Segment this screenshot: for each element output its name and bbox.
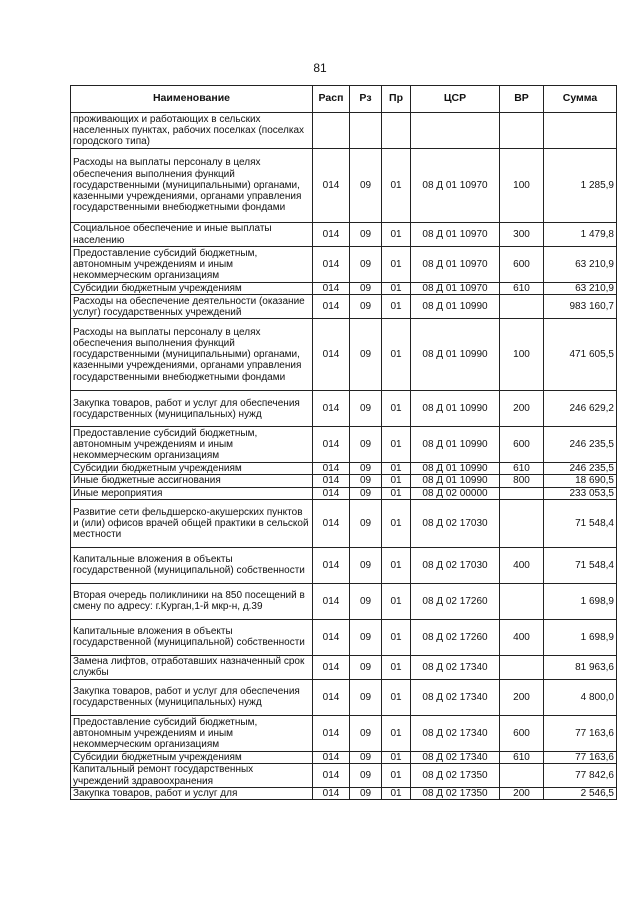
cell-sum: 71 548,4 (544, 499, 617, 547)
cell-csr: 08 Д 01 10970 (411, 283, 500, 295)
cell-csr: 08 Д 01 10990 (411, 391, 500, 427)
table-row (71, 223, 617, 247)
col-header-rz: Рз (350, 86, 382, 113)
cell-sum: 77 163,6 (544, 751, 617, 763)
cell-vr: 610 (500, 463, 544, 475)
cell-csr: 08 Д 01 10970 (411, 247, 500, 283)
table-row (71, 547, 617, 583)
cell-vr (500, 764, 544, 788)
cell-name: Капитальные вложения в объекты государственной (муниципальной) собственности (71, 547, 313, 583)
cell-name: Предоставление субсидий бюджетным, автономным учреждениям и иным некоммерческим организациям (71, 247, 313, 283)
cell-name: Расходы на обеспечение деятельности (оказание услуг) государственных учреждений (71, 295, 313, 319)
cell-csr: 08 Д 01 10990 (411, 319, 500, 391)
cell-name: Замена лифтов, отработавших назначенный срок службы (71, 655, 313, 679)
table-row (71, 247, 617, 283)
cell-sum: 2 546,5 (544, 788, 617, 800)
cell-rz: 09 (350, 499, 382, 547)
cell-sum: 1 285,9 (544, 149, 617, 223)
cell-pr: 01 (382, 788, 411, 800)
cell-vr: 600 (500, 427, 544, 463)
cell-name: Расходы на выплаты персоналу в целях обеспечения выполнения функций государственными (муниципальными) органами, казенными учреждениями, органами управления государственными внебюджетными фондами (71, 149, 313, 223)
cell-pr: 01 (382, 583, 411, 619)
cell-sum: 471 605,5 (544, 319, 617, 391)
cell-rasp: 014 (313, 583, 350, 619)
cell-pr: 01 (382, 487, 411, 499)
table-row (71, 427, 617, 463)
cell-sum: 1 479,8 (544, 223, 617, 247)
cell-name: Вторая очередь поликлиники на 850 посещений в смену по адресу: г.Курган,1-й мкр-н, д.39 (71, 583, 313, 619)
cell-rasp: 014 (313, 149, 350, 223)
cell-csr: 08 Д 01 10970 (411, 149, 500, 223)
col-header-sum: Сумма (544, 86, 617, 113)
cell-rz: 09 (350, 463, 382, 475)
table-row (71, 391, 617, 427)
table-row (71, 655, 617, 679)
table-row (71, 679, 617, 715)
cell-sum: 983 160,7 (544, 295, 617, 319)
table-row (71, 295, 617, 319)
cell-name: Субсидии бюджетным учреждениям (71, 463, 313, 475)
cell-csr: 08 Д 02 17350 (411, 764, 500, 788)
cell-pr: 01 (382, 427, 411, 463)
cell-pr: 01 (382, 655, 411, 679)
cell-csr (411, 113, 500, 149)
col-header-name: Наименование (71, 86, 313, 113)
cell-rz: 09 (350, 679, 382, 715)
cell-rasp: 014 (313, 619, 350, 655)
cell-vr: 400 (500, 547, 544, 583)
cell-rasp: 014 (313, 764, 350, 788)
cell-rz: 09 (350, 788, 382, 800)
cell-rasp: 014 (313, 715, 350, 751)
cell-rz: 09 (350, 295, 382, 319)
cell-sum: 233 053,5 (544, 487, 617, 499)
cell-rasp: 014 (313, 547, 350, 583)
col-header-csr: ЦСР (411, 86, 500, 113)
cell-vr: 610 (500, 751, 544, 763)
cell-pr: 01 (382, 499, 411, 547)
table-row (71, 583, 617, 619)
cell-csr: 08 Д 02 17340 (411, 751, 500, 763)
cell-rasp: 014 (313, 463, 350, 475)
cell-rz: 09 (350, 764, 382, 788)
cell-vr: 100 (500, 149, 544, 223)
cell-sum: 4 800,0 (544, 679, 617, 715)
col-header-vr: ВР (500, 86, 544, 113)
budget-table (70, 85, 617, 800)
cell-rasp: 014 (313, 751, 350, 763)
cell-vr: 610 (500, 283, 544, 295)
cell-rasp (313, 113, 350, 149)
cell-csr: 08 Д 01 10990 (411, 475, 500, 487)
cell-name: Закупка товаров, работ и услуг для обеспечения государственных (муниципальных) нужд (71, 679, 313, 715)
cell-rasp: 014 (313, 788, 350, 800)
cell-rz: 09 (350, 223, 382, 247)
cell-pr: 01 (382, 751, 411, 763)
cell-name: Капитальные вложения в объекты государственной (муниципальной) собственности (71, 619, 313, 655)
table-row (71, 764, 617, 788)
cell-rz: 09 (350, 319, 382, 391)
table-row (71, 463, 617, 475)
cell-pr: 01 (382, 223, 411, 247)
cell-csr: 08 Д 01 10990 (411, 295, 500, 319)
cell-pr: 01 (382, 764, 411, 788)
cell-vr: 200 (500, 788, 544, 800)
cell-name: Закупка товаров, работ и услуг для (71, 788, 313, 800)
col-header-pr: Пр (382, 86, 411, 113)
cell-vr (500, 499, 544, 547)
table-row (71, 113, 617, 149)
cell-pr: 01 (382, 679, 411, 715)
cell-rz: 09 (350, 427, 382, 463)
cell-csr: 08 Д 02 17340 (411, 655, 500, 679)
cell-pr: 01 (382, 475, 411, 487)
cell-pr: 01 (382, 319, 411, 391)
table-row (71, 788, 617, 800)
table-row (71, 283, 617, 295)
cell-vr: 200 (500, 679, 544, 715)
cell-sum: 18 690,5 (544, 475, 617, 487)
cell-name: Капитальный ремонт государственных учреждений здравоохранения (71, 764, 313, 788)
cell-csr: 08 Д 01 10990 (411, 463, 500, 475)
page-number: 81 (313, 61, 327, 75)
cell-csr: 08 Д 02 17340 (411, 715, 500, 751)
cell-vr: 100 (500, 319, 544, 391)
cell-csr: 08 Д 01 10990 (411, 427, 500, 463)
cell-csr: 08 Д 02 17260 (411, 583, 500, 619)
cell-vr: 400 (500, 619, 544, 655)
table-row (71, 319, 617, 391)
cell-name: Иные мероприятия (71, 487, 313, 499)
cell-csr: 08 Д 01 10970 (411, 223, 500, 247)
cell-vr: 600 (500, 247, 544, 283)
cell-rz: 09 (350, 391, 382, 427)
cell-rz: 09 (350, 751, 382, 763)
table-row (71, 751, 617, 763)
table-row (71, 487, 617, 499)
cell-rasp: 014 (313, 391, 350, 427)
cell-rz: 09 (350, 247, 382, 283)
cell-name: Субсидии бюджетным учреждениям (71, 751, 313, 763)
cell-sum: 63 210,9 (544, 247, 617, 283)
cell-csr: 08 Д 02 17260 (411, 619, 500, 655)
cell-name: Предоставление субсидий бюджетным, автономным учреждениям и иным некоммерческим организациям (71, 715, 313, 751)
cell-csr: 08 Д 02 00000 (411, 487, 500, 499)
cell-rasp: 014 (313, 319, 350, 391)
cell-sum: 81 963,6 (544, 655, 617, 679)
table-row (71, 475, 617, 487)
cell-vr (500, 655, 544, 679)
table-row (71, 149, 617, 223)
cell-rz: 09 (350, 583, 382, 619)
cell-rz: 09 (350, 715, 382, 751)
cell-vr: 200 (500, 391, 544, 427)
cell-rasp: 014 (313, 679, 350, 715)
cell-pr: 01 (382, 149, 411, 223)
cell-rz: 09 (350, 619, 382, 655)
cell-sum: 1 698,9 (544, 583, 617, 619)
header-row (71, 86, 617, 113)
cell-vr (500, 113, 544, 149)
cell-rasp: 014 (313, 499, 350, 547)
cell-vr: 800 (500, 475, 544, 487)
cell-name: проживающих и работающих в сельских населенных пунктах, рабочих поселках (поселках городского типа) (71, 113, 313, 149)
table-row (71, 499, 617, 547)
cell-rasp: 014 (313, 487, 350, 499)
cell-vr (500, 487, 544, 499)
cell-rz: 09 (350, 149, 382, 223)
cell-rz (350, 113, 382, 149)
cell-pr: 01 (382, 547, 411, 583)
cell-sum: 246 629,2 (544, 391, 617, 427)
cell-rasp: 014 (313, 247, 350, 283)
cell-csr: 08 Д 02 17030 (411, 547, 500, 583)
cell-pr: 01 (382, 283, 411, 295)
cell-name: Субсидии бюджетным учреждениям (71, 283, 313, 295)
cell-rz: 09 (350, 655, 382, 679)
cell-pr: 01 (382, 391, 411, 427)
cell-pr: 01 (382, 247, 411, 283)
cell-csr: 08 Д 02 17350 (411, 788, 500, 800)
cell-csr: 08 Д 02 17340 (411, 679, 500, 715)
cell-name: Предоставление субсидий бюджетным, автономным учреждениям и иным некоммерческим организациям (71, 427, 313, 463)
cell-rasp: 014 (313, 427, 350, 463)
cell-sum: 71 548,4 (544, 547, 617, 583)
cell-vr (500, 295, 544, 319)
cell-vr: 300 (500, 223, 544, 247)
col-header-rasp: Расп (313, 86, 350, 113)
cell-rz: 09 (350, 283, 382, 295)
cell-pr (382, 113, 411, 149)
table-row (71, 715, 617, 751)
table-row (71, 619, 617, 655)
cell-pr: 01 (382, 295, 411, 319)
cell-pr: 01 (382, 619, 411, 655)
cell-sum: 63 210,9 (544, 283, 617, 295)
cell-rasp: 014 (313, 223, 350, 247)
cell-rz: 09 (350, 547, 382, 583)
cell-rasp: 014 (313, 475, 350, 487)
cell-sum: 77 163,6 (544, 715, 617, 751)
cell-sum: 246 235,5 (544, 427, 617, 463)
cell-name: Закупка товаров, работ и услуг для обеспечения государственных (муниципальных) нужд (71, 391, 313, 427)
cell-sum: 77 842,6 (544, 764, 617, 788)
cell-name: Социальное обеспечение и иные выплаты населению (71, 223, 313, 247)
cell-rasp: 014 (313, 283, 350, 295)
cell-rz: 09 (350, 487, 382, 499)
cell-sum: 246 235,5 (544, 463, 617, 475)
cell-vr: 600 (500, 715, 544, 751)
cell-pr: 01 (382, 715, 411, 751)
cell-sum: 1 698,9 (544, 619, 617, 655)
cell-rz: 09 (350, 475, 382, 487)
cell-csr: 08 Д 02 17030 (411, 499, 500, 547)
cell-name: Расходы на выплаты персоналу в целях обеспечения выполнения функций государственными (муниципальными) органами, казенными учреждениями, органами управления государственными внебюджетными фондами (71, 319, 313, 391)
cell-rasp: 014 (313, 295, 350, 319)
cell-name: Иные бюджетные ассигнования (71, 475, 313, 487)
cell-rasp: 014 (313, 655, 350, 679)
cell-sum (544, 113, 617, 149)
cell-name: Развитие сети фельдшерско-акушерских пунктов и (или) офисов врачей общей практики в сельской местности (71, 499, 313, 547)
cell-vr (500, 583, 544, 619)
cell-pr: 01 (382, 463, 411, 475)
